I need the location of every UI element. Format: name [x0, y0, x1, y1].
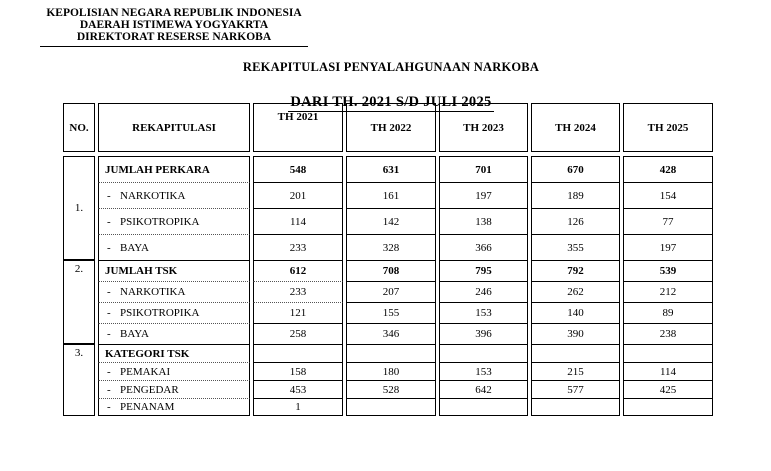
table-row: [63, 344, 713, 362]
value-cell: 612: [253, 260, 343, 281]
row-label-cell: [98, 260, 250, 281]
value-cell: [253, 344, 343, 362]
value-cell: 212: [623, 281, 713, 302]
value-cell: 390: [531, 323, 620, 344]
value-cell: 258: [253, 323, 343, 344]
value-cell: 77: [623, 208, 713, 234]
value-cell: 528: [346, 380, 436, 398]
value-cell: 197: [439, 182, 528, 208]
row-label-cell: [98, 208, 250, 234]
table-header-row: [63, 103, 713, 152]
value-cell: 328: [346, 234, 436, 260]
value-cell: 453: [253, 380, 343, 398]
table-row: [63, 302, 713, 323]
row-label-cell: [98, 380, 250, 398]
value-cell: [623, 398, 713, 416]
value-cell: [439, 398, 528, 416]
header-th-2024: TH 2024: [531, 103, 620, 152]
table-row: [63, 398, 713, 416]
value-cell: 396: [439, 323, 528, 344]
header-th-2023: TH 2023: [439, 103, 528, 152]
dash-bullet: -: [107, 401, 111, 413]
dash-bullet: -: [107, 307, 111, 319]
value-cell: 238: [623, 323, 713, 344]
value-cell: 577: [531, 380, 620, 398]
value-cell: 153: [439, 362, 528, 380]
header-th-2025: TH 2025: [623, 103, 713, 152]
row-label: PENANAM: [120, 401, 175, 413]
value-cell: 366: [439, 234, 528, 260]
section-number-cell: 2.: [63, 260, 95, 344]
row-label-cell: [98, 323, 250, 344]
value-cell: 792: [531, 260, 620, 281]
section-number-cell: 1.: [63, 156, 95, 260]
narcotics-recap-table: [60, 103, 716, 416]
row-label-cell: [98, 362, 250, 380]
value-cell: 670: [531, 156, 620, 182]
value-cell: 114: [623, 362, 713, 380]
table-row: [63, 323, 713, 344]
value-cell: 89: [623, 302, 713, 323]
value-cell: 140: [531, 302, 620, 323]
row-label-cell: [98, 156, 250, 182]
table-row: [63, 234, 713, 260]
table-row: [63, 260, 713, 281]
letterhead: [40, 8, 308, 47]
table-row: [63, 182, 713, 208]
value-cell: 197: [623, 234, 713, 260]
title-line-2: DARI TH. 2021 S/D JULI 2025: [290, 94, 492, 110]
table-row: [63, 281, 713, 302]
value-cell: 153: [439, 302, 528, 323]
value-cell: 425: [623, 380, 713, 398]
row-label: PSIKOTROPIKA: [120, 307, 200, 319]
value-cell: 233: [253, 281, 343, 302]
row-label: BAYA: [120, 241, 149, 254]
row-label: NARKOTIKA: [120, 189, 186, 202]
dash-bullet: -: [107, 241, 111, 254]
value-cell: 708: [346, 260, 436, 281]
dash-bullet: -: [107, 328, 111, 340]
header-th-2022: TH 2022: [346, 103, 436, 152]
table-row: [63, 362, 713, 380]
value-cell: 158: [253, 362, 343, 380]
value-cell: 138: [439, 208, 528, 234]
value-cell: 233: [253, 234, 343, 260]
value-cell: 642: [439, 380, 528, 398]
value-cell: 161: [346, 182, 436, 208]
table-row: [63, 208, 713, 234]
row-label: PSIKOTROPIKA: [120, 215, 200, 228]
row-label: PENGEDAR: [120, 383, 179, 396]
value-cell: 701: [439, 156, 528, 182]
value-cell: 1: [253, 398, 343, 416]
value-cell: 428: [623, 156, 713, 182]
value-cell: 207: [346, 281, 436, 302]
row-label-cell: [98, 234, 250, 260]
dash-bullet: -: [107, 215, 111, 228]
section-number-cell: 3.: [63, 344, 95, 416]
value-cell: 262: [531, 281, 620, 302]
dash-bullet: -: [107, 383, 111, 396]
value-cell: 155: [346, 302, 436, 323]
letterhead-line-2: DAERAH ISTIMEWA YOGYAKRTA: [79, 18, 269, 31]
header-th-2021: TH 2021: [253, 103, 343, 152]
row-label-cell: [98, 344, 250, 362]
value-cell: [439, 344, 528, 362]
value-cell: 180: [346, 362, 436, 380]
row-label-cell: [98, 182, 250, 208]
row-label: NARKOTIKA: [120, 286, 186, 298]
row-label: KATEGORI TSK: [105, 347, 190, 360]
row-label-cell: [98, 302, 250, 323]
value-cell: 114: [253, 208, 343, 234]
value-cell: 346: [346, 323, 436, 344]
table-row: [63, 380, 713, 398]
dash-bullet: -: [107, 365, 111, 378]
row-label: BAYA: [120, 328, 149, 340]
value-cell: 121: [253, 302, 343, 323]
value-cell: 355: [531, 234, 620, 260]
value-cell: 548: [253, 156, 343, 182]
table-row: [63, 156, 713, 182]
value-cell: 201: [253, 182, 343, 208]
value-cell: 154: [623, 182, 713, 208]
letterhead-line-1: KEPOLISIAN NEGARA REPUBLIK INDONESIA: [46, 7, 302, 19]
value-cell: [623, 344, 713, 362]
value-cell: [346, 344, 436, 362]
value-cell: 126: [531, 208, 620, 234]
dash-bullet: -: [107, 189, 111, 202]
value-cell: 215: [531, 362, 620, 380]
row-label-cell: [98, 281, 250, 302]
row-label: PEMAKAI: [120, 365, 171, 378]
value-cell: [531, 344, 620, 362]
value-cell: 539: [623, 260, 713, 281]
value-cell: 189: [531, 182, 620, 208]
value-cell: 246: [439, 281, 528, 302]
row-label-cell: [98, 398, 250, 416]
header-rekapitulasi: REKAPITULASI: [98, 103, 250, 152]
header-no: NO.: [63, 103, 95, 152]
row-label: JUMLAH PERKARA: [105, 163, 210, 176]
value-cell: 795: [439, 260, 528, 281]
value-cell: 631: [346, 156, 436, 182]
title-line-1: REKAPITULASI PENYALAHGUNAAN NARKOBA: [242, 60, 540, 74]
value-cell: [531, 398, 620, 416]
value-cell: [346, 398, 436, 416]
dash-bullet: -: [107, 286, 111, 298]
letterhead-line-3: DIREKTORAT RESERSE NARKOBA: [76, 30, 272, 43]
row-label: JUMLAH TSK: [105, 265, 178, 277]
value-cell: 142: [346, 208, 436, 234]
